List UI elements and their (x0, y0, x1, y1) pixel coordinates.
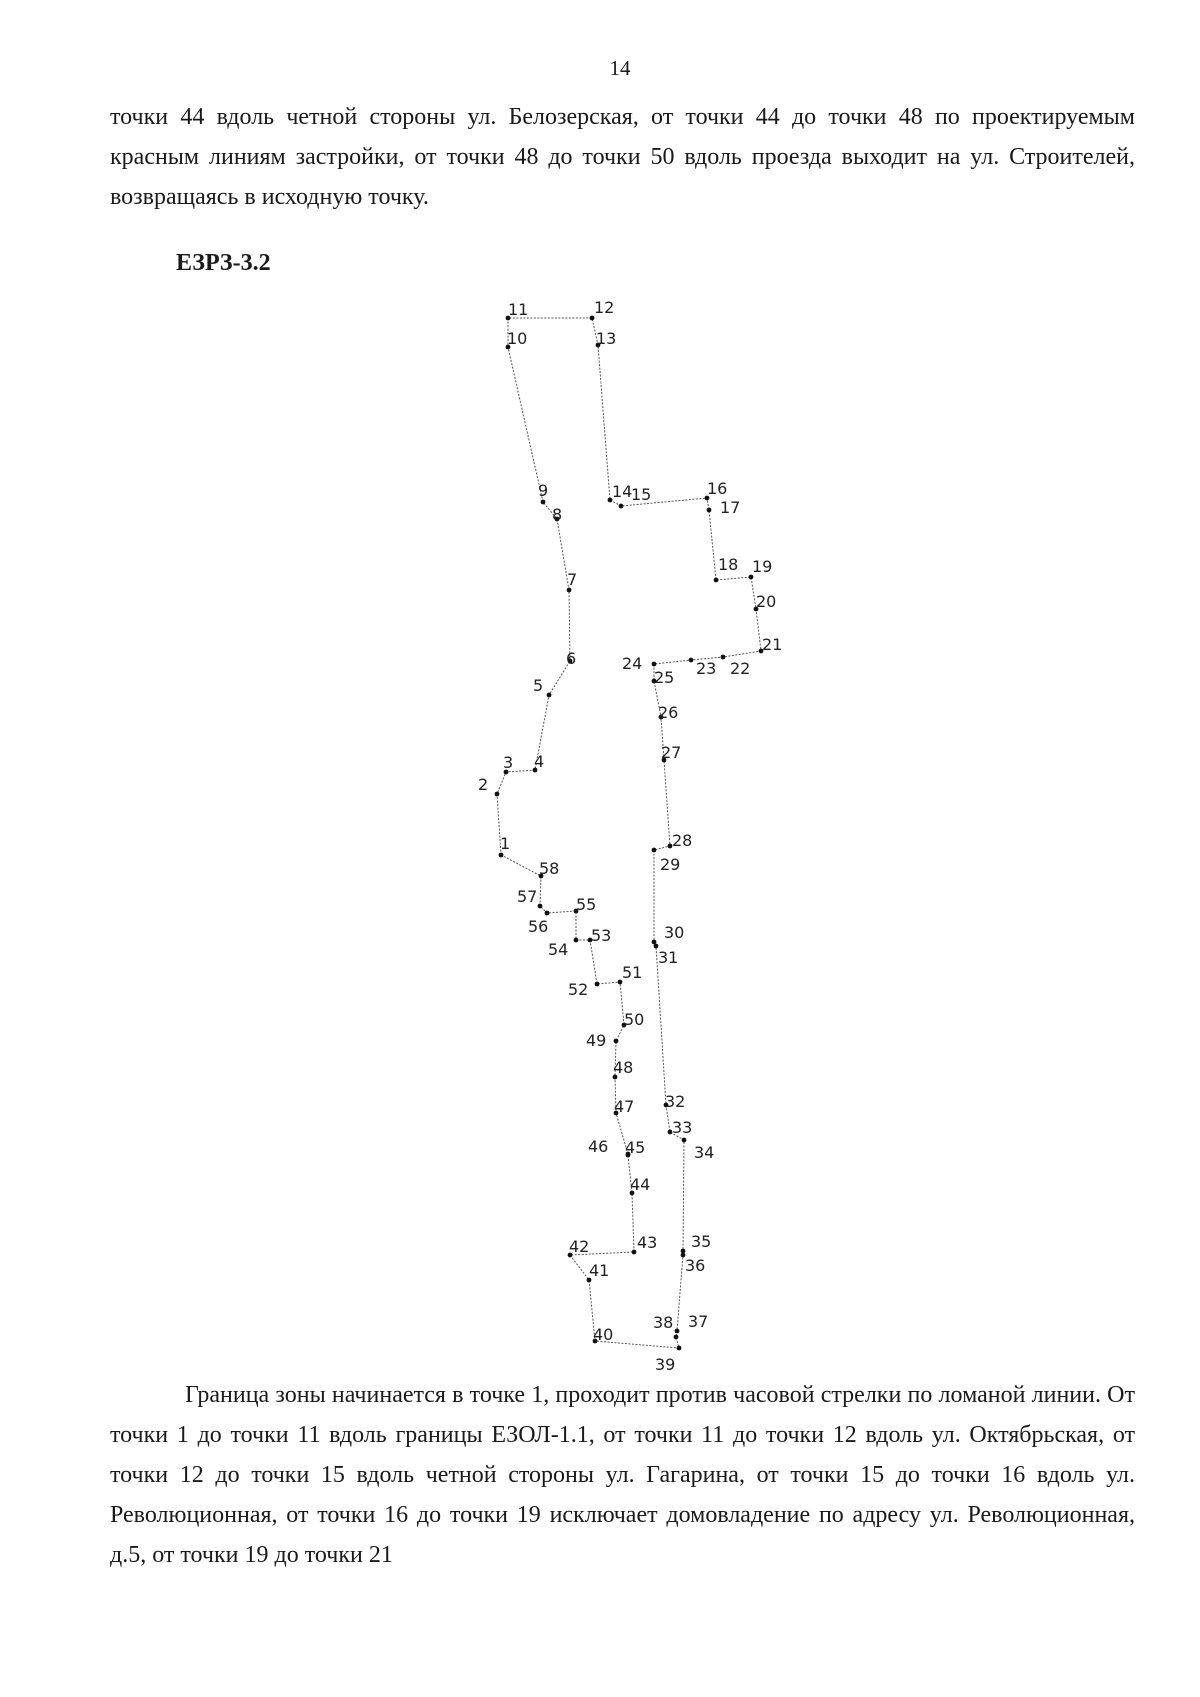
boundary-point (707, 508, 712, 513)
boundary-line (497, 318, 761, 1348)
boundary-point (632, 1250, 637, 1255)
boundary-point-label: 55 (576, 895, 597, 914)
boundary-point-label: 36 (685, 1256, 706, 1275)
boundary-point-label: 27 (661, 743, 682, 762)
boundary-point (652, 848, 657, 853)
boundary-point (674, 1335, 679, 1340)
zone-title: ЕЗРЗ-3.2 (176, 250, 271, 276)
boundary-point-label: 11 (508, 300, 529, 319)
boundary-point (682, 1138, 687, 1143)
boundary-points (495, 316, 764, 1351)
boundary-point-label: 18 (718, 555, 739, 574)
boundary-point-label: 12 (594, 298, 615, 317)
boundary-point (675, 1329, 680, 1334)
boundary-point-label: 2 (478, 775, 489, 794)
boundary-point-label: 5 (533, 676, 544, 695)
boundary-point-label: 57 (517, 887, 538, 906)
boundary-point-label: 31 (658, 948, 679, 967)
boundary-point-label: 28 (672, 831, 693, 850)
boundary-point-label: 35 (691, 1232, 712, 1251)
boundary-point-label: 52 (568, 980, 589, 999)
boundary-point-label: 3 (503, 753, 514, 772)
boundary-point-label: 42 (569, 1237, 590, 1256)
boundary-point-label: 39 (655, 1355, 676, 1374)
boundary-point-label: 7 (567, 570, 578, 589)
boundary-point-label: 43 (637, 1233, 658, 1252)
boundary-point-label: 14 (612, 482, 633, 501)
boundary-point-label: 1 (500, 834, 511, 853)
boundary-point-label: 34 (694, 1143, 715, 1162)
boundary-point-label: 53 (591, 926, 612, 945)
boundary-point-label: 26 (658, 703, 679, 722)
boundary-point-label: 25 (654, 668, 675, 687)
boundary-point (538, 904, 543, 909)
boundary-point (545, 911, 550, 916)
boundary-point-label: 56 (528, 917, 549, 936)
boundary-point-label: 24 (622, 654, 643, 673)
boundary-point-label: 38 (653, 1313, 674, 1332)
boundary-point (721, 655, 726, 660)
boundary-point-label: 15 (631, 485, 652, 504)
boundary-point (714, 578, 719, 583)
boundary-point (541, 500, 546, 505)
boundary-point-label: 46 (588, 1137, 609, 1156)
boundary-point-label: 32 (665, 1092, 686, 1111)
boundary-point-label: 17 (720, 498, 741, 517)
boundary-point-label: 16 (707, 479, 728, 498)
boundary-point-label: 6 (566, 649, 577, 668)
boundary-point (677, 1346, 682, 1351)
boundary-point-label: 45 (625, 1138, 646, 1157)
boundary-point-label: 44 (630, 1175, 651, 1194)
boundary-point-label: 58 (539, 859, 560, 878)
boundary-point-label: 10 (507, 329, 528, 348)
boundary-point (495, 792, 500, 797)
boundary-point (499, 853, 504, 858)
boundary-point (574, 938, 579, 943)
boundary-point-label: 48 (613, 1058, 634, 1077)
boundary-point-label: 22 (730, 659, 751, 678)
text-paragraph-top: точки 44 вдоль четной стороны ул. Белозерская, от точки 44 до точки 48 по проектируемым красным линиям застройки, от точки 48 до точки 50 вдоль проезда выходит на ул. Строителей, возвращаясь в исходную точку. (110, 104, 1135, 210)
boundary-point-label: 30 (664, 923, 685, 942)
boundary-point-label: 8 (552, 505, 563, 524)
boundary-point-label: 47 (614, 1097, 635, 1116)
boundary-point-labels (478, 298, 782, 1374)
boundary-point-label: 9 (538, 481, 549, 500)
boundary-point-label: 19 (752, 557, 773, 576)
boundary-point-label: 49 (586, 1031, 607, 1050)
text-paragraph-bottom: Граница зоны начинается в точке 1, проходит против часовой стрелки по ломаной линии. От точки 1 до точки 11 вдоль границы ЕЗОЛ-1.1, от точки 11 до точки 12 вдоль ул. Октябрьская, от точки 12 до точки 15 вдоль четной стороны ул. Гагарина, от точки 15 до точки 16 вдоль ул. Революционная, от точки 16 до точки 19 исключает домовладение по адресу ул. Революционная, д.5, от точки 19 до точки 21 (110, 1382, 1135, 1568)
boundary-point-label: 20 (756, 592, 777, 611)
boundary-point-label: 50 (624, 1010, 645, 1029)
boundary-point-label: 4 (534, 752, 545, 771)
boundary-point-label: 33 (672, 1118, 693, 1137)
page-number: 14 (609, 56, 631, 80)
boundary-polyline (497, 318, 761, 1348)
boundary-point (614, 1039, 619, 1044)
boundary-point (619, 504, 624, 509)
boundary-point-label: 40 (593, 1325, 614, 1344)
boundary-point-label: 21 (762, 635, 783, 654)
boundary-point-label: 54 (548, 940, 569, 959)
boundary-point-label: 13 (596, 329, 617, 348)
boundary-point (595, 982, 600, 987)
boundary-point-label: 23 (696, 659, 717, 678)
boundary-point-label: 41 (589, 1261, 610, 1280)
boundary-point-label: 29 (660, 855, 681, 874)
boundary-point-label: 37 (688, 1312, 709, 1331)
boundary-point (689, 658, 694, 663)
boundary-point-label: 51 (622, 963, 643, 982)
boundary-point (652, 662, 657, 667)
boundary-point (547, 693, 552, 698)
